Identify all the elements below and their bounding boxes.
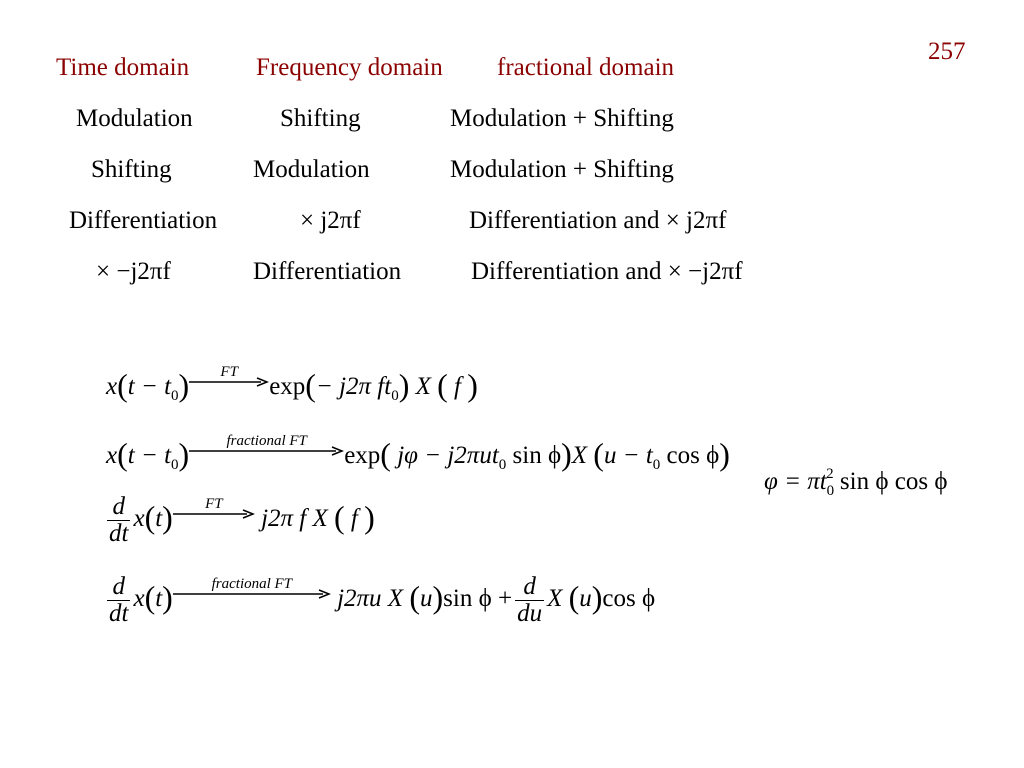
equation-phi-definition: $\varphi = \pi t_0^2$ sin ϕ cos ϕ <box>764 466 948 499</box>
row1-fractional: Modulation + Shifting <box>450 105 674 132</box>
equation-time-shift-ft: $x(t - t_0)$ FT exp(− j2π $ft_0$) X ( f ) <box>106 364 478 404</box>
row3-time: Differentiation <box>69 207 218 234</box>
row2-fractional: Modulation + Shifting <box>450 156 674 183</box>
row3-frequency: × j2πf <box>300 207 361 234</box>
fractional-ft-arrow-2: fractional FT <box>173 596 331 606</box>
fractional-ft-arrow: fractional FT <box>189 453 344 463</box>
row4-frequency: Differentiation <box>253 258 402 285</box>
page-number: 257 <box>928 38 966 65</box>
header-time-domain: Time domain <box>56 54 190 81</box>
row2-time: Shifting <box>91 156 172 183</box>
equation-differentiation-ft: $\frac{d}{dt}$ x(t) FT j2π f X ( f ) <box>109 493 375 547</box>
ft-arrow: FT <box>189 384 269 394</box>
header-fractional-domain: fractional domain <box>497 54 675 81</box>
row4-fractional: Differentiation and × −j2πf <box>471 258 743 285</box>
row1-time: Modulation <box>76 105 193 132</box>
row4-time: × −j2πf <box>96 258 171 285</box>
equation-time-shift-frft: $x(t - t_0)$ fractional FT exp( jφ − j2πut$_0$ sin ϕ)X ($u - t_0$ cos ϕ) <box>106 433 730 473</box>
ft-arrow-2: FT <box>173 516 255 526</box>
equation-differentiation-frft: $\frac{d}{dt}$ x(t) fractional FT j2πu X (u)sin ϕ + $\frac{d}{du}$ X (u)cos ϕ <box>109 573 656 627</box>
header-frequency-domain: Frequency domain <box>256 54 443 81</box>
row2-frequency: Modulation <box>253 156 370 183</box>
row3-fractional: Differentiation and × j2πf <box>469 207 727 234</box>
row1-frequency: Shifting <box>280 105 361 132</box>
